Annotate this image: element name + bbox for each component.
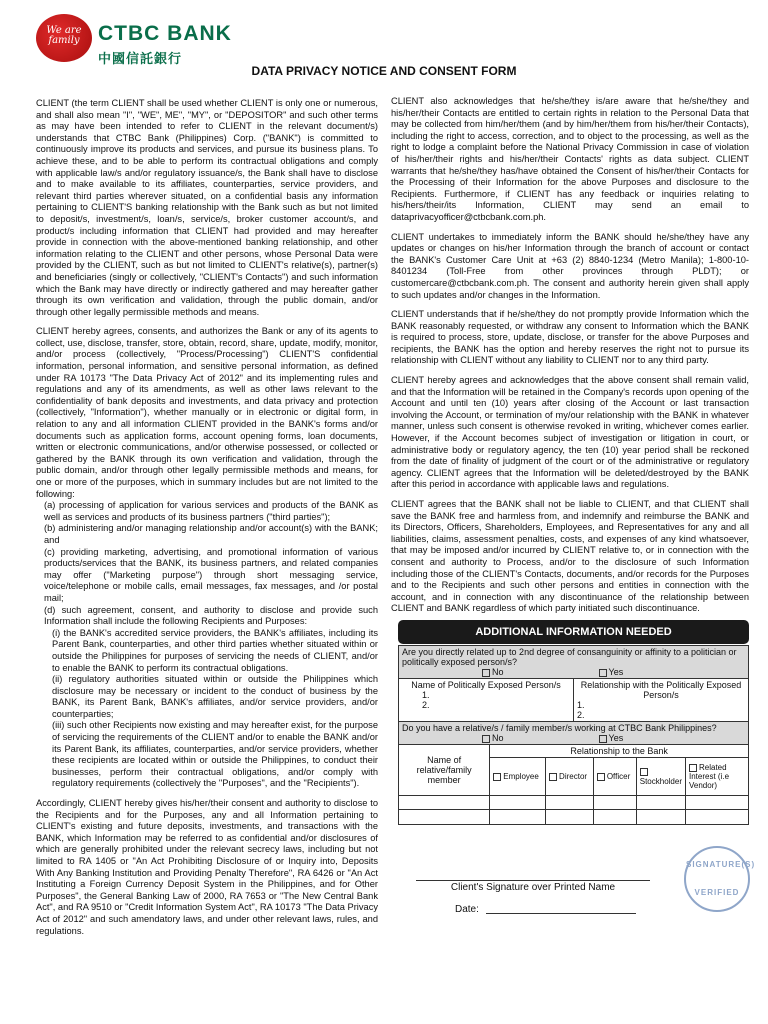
- relative-question: Do you have a relative/s / family member/s working at CTBC Bank Philippines? No Yes: [399, 722, 749, 745]
- list-item: (b) administering and/or managing relationship and/or account(s) with the BANK; and: [44, 523, 378, 545]
- list-item: (iii) such other Recipients now existing and may hereafter exist, for the purpose of servicing the requirements of the CLIENT and/or to enable the BANK and/or its Parent Bank, its affiliates, counterparties, and/or service providers, whether these recipients are located within or outside the Philippines, to conduct their businesses, perform their contractual obligations, and/or comply with regulatory requirements (collectively the "Purposes", and the "Recipients").: [52, 720, 378, 789]
- paragraph: CLIENT understands that if he/she/they do not promptly provide Information which the BANK reasonably requested, or withdraw any consent to Information which the BANK is required to process, store, update, disclose, or transfer for the above Purposes and recipients, the BANK has the option and hereby reserves the right not to pursue its relationship with CLIENT without any liability to CLIENT nor to any third party.: [391, 309, 749, 366]
- checkbox[interactable]: [549, 773, 557, 781]
- brand-name-chinese: 中國信託銀行: [98, 51, 183, 66]
- ctbc-logo-icon: We are family: [36, 14, 92, 62]
- related-interest-option[interactable]: Related Interest (i.e Vendor): [686, 758, 749, 796]
- paragraph: CLIENT agrees that the BANK shall not be liable to CLIENT, and that CLIENT shall save the BANK free and harmless from, and indemnify and reimburse the BANK and its Directors, Officers, Shareholders, Employees, and Representatives for any and all liabilities, claims, assessment penalties, costs, and expenses of any kind whatsoever, that may be imposed and/or incurred by CLIENT relative to, or in connection with the consent and authority to Process, and/or to the disclosure of such Information including those of the CLIENT's Contacts, documents, and/or records for the Purposes and to the Recipients and such other persons and entities in connection with the account, and in connection with any discontinuance of the relationship between CLIENT and BANK regardless of which party initiated such discontinuance.: [391, 499, 749, 614]
- paragraph: CLIENT hereby agrees, consents, and authorizes the Bank or any of its agents to collect, use, disclose, transfer, store, obtain, record, share, update, modify, monitor, and/or process (collectively, "Process/Processing") CLIENT'S confidential information, personal information, and sensitive personal information, as defined under RA 10173 "The Data Privacy Act of 2012" and its implementing rules and regulations and any of its amendments, as well as other laws relevant to the confidentiality of bank deposits and investments, and data privacy and protection (collectively, "Information"), whether manually or in electronic or digital form, in relation to any and all information CLIENT provided in the BANK's forms and/or documents such as application forms, account opening forms, loan documents, written or electronic communications, and/or otherwise possessed, or collected or gathered by the BANK through its own verification and validation, through the public domain, and/or through other legally permissible methods and means, for one or more of the purposes, which in summary includes but are not limited to the following:: [36, 326, 378, 499]
- signature-label: Client's Signature over Printed Name: [450, 882, 616, 893]
- checkbox[interactable]: [597, 773, 605, 781]
- additional-info-banner: ADDITIONAL INFORMATION NEEDED: [398, 620, 749, 644]
- officer-option[interactable]: Officer: [593, 758, 636, 796]
- checkbox[interactable]: [640, 768, 648, 776]
- checkbox[interactable]: [493, 773, 501, 781]
- list-item: (c) providing marketing, advertising, and promotional information of various products/services that the BANK, its business partners, and related companies may offer ("Marketing purpose") through short messaging service, voice/telephone or mobile calls, email messages, fax messages, and /or postal mail;: [44, 546, 378, 603]
- signature-verified-stamp: SIGNATURE(S) VERIFIED: [684, 846, 750, 912]
- director-option[interactable]: Director: [546, 758, 594, 796]
- signature-line[interactable]: [416, 880, 650, 881]
- date-field[interactable]: [486, 913, 636, 914]
- paragraph: Accordingly, CLIENT hereby gives his/her/their consent and authority to disclose to the Recipients and for the Purposes, any and all Information pertaining to CLIENT's existing and future deposits, investments, and transactions with the BANK, which Information may be referred to as confidential and/or disclosures of which are generally prohibited under the relevant secrecy laws, including but not limited to RA 1405 or "An Act Prohibiting Disclosure of or Inquiry into, Deposits With Any Banking Institution and Providing Penalty Therefore", RA 6426 or "An Act Instituting a Foreign Currency Deposit System in the Philippines, and for Other Purposes", the General Banking Law of 2000, RA 7653 or "The New Central Bank Act", and RA 9510 or "Credit Information System Act", RA 10173 "The Data Privacy Act of 2012" and such amendatory laws, and under other relevant laws, rules, and regulations.: [36, 798, 378, 936]
- pep-name-cell[interactable]: Name of Politically Exposed Person/s 1. 2.: [399, 679, 574, 722]
- list-item: (a) processing of application for various services and products of the BANK as well as services and products of its business partners ("third parties");: [44, 500, 378, 522]
- no-checkbox[interactable]: [482, 669, 490, 677]
- paragraph: CLIENT also acknowledges that he/she/they is/are aware that he/she/they and his/her/their Contacts are entitled to certain rights in relation to the Personal Data that may be collected from him/her/them (and by him/her/them from his/her/their Contacts), including the right to access, correction, and to object to the processing, as well as the right to lodge a complaint before the National Privacy Commission in case of violation of his/her/their rights and his/her/their Contacts' rights as data subject. CLIENT warrants that he/she/they has/have obtained the Consent of his/her/their Contacts for the Processing of their Information for the above Purposes and disclosure to the Recipients. Furthermore, if CLIENT has any feedback or inquiries relating to his/hers/their/its Information, CLIENT may send an email to dataprivacyofficer@ctbcbank.com.ph.: [391, 96, 749, 222]
- right-column: [391, 96, 749, 623]
- additional-info-form: [398, 645, 749, 825]
- paragraph: CLIENT hereby agrees and acknowledges that the above consent shall remain valid, and that the Information will be retained in the Company's records upon opening of the Account and until ten (10) years after closing of the Account or last transaction involving the Account, or termination of my/our relationship with the BANK in whatever manner, unless such consent is otherwise revoked in writing, whichever comes earlier. However, if the Account becomes subject of investigation or litigation in court, or administrative body or regulatory agency, the ten (10) year period shall be reckoned from the date of finality of judgment of the court or of the administrative or regulatory agency. CLIENT agrees that the Information will be deleted/destroyed by the BANK after this period in accordance with applicable laws and regulations.: [391, 375, 749, 490]
- pep-relationship-cell[interactable]: Relationship with the Politically Exposed Person/s 1. 2.: [574, 679, 749, 722]
- relative-table: [399, 745, 748, 824]
- paragraph: CLIENT undertakes to immediately inform the BANK should he/she/they have any updates or changes on his/her Information through the branch of account or contact the BANK's Customer Care Unit at +63 (2) 8840-1234 (Metro Manila); 1-800-10-8401234 (Toll-Free from other provinces through PLDT); or customercare@ctbcbank.com.ph. The consent and authority herein given shall apply to such updates and/or changes in the Information.: [391, 231, 749, 300]
- list-item: (ii) regulatory authorities situated within or outside the Philippines which disclosure may be necessary or incident to the conduct of business by the BANK, its Parent Bank, BANK's affiliates, and/or service providers, and/or counterparties;: [52, 674, 378, 719]
- header: [0, 0, 768, 66]
- date-label: Date:: [455, 904, 479, 915]
- page-title: DATA PRIVACY NOTICE AND CONSENT FORM: [251, 64, 517, 78]
- list-item: (i) the BANK's accredited service providers, the BANK's affiliates, including its Parent Bank, counterparties, and other third parties whether situated within or outside the Philippines for purposes of servicing the needs of CLIENT, and/or to enable the BANK to perform its contractual obligations.: [52, 627, 378, 673]
- no-checkbox[interactable]: [482, 735, 490, 743]
- stockholder-option[interactable]: Stockholder: [636, 758, 685, 796]
- paragraph: CLIENT (the term CLIENT shall be used whether CLIENT is only one or numerous, and shall also mean "I", "WE", ME", "MY", or "DEPOSITOR" and such other terms as may have been intended to refer to CLIENT in the relevant document/s) understands that CTBC Bank (Philippines) Corp. ("BANK") is committed to continuously improve its products and services, and pursue its business plans. To achieve these, and to be able to perform its contractual obligations and comply with applicable law/s and/or regulatory issuance/s, the Bank shall have to disclose and to make available to its affiliates, counterparties, service providers, and relevant third parties wherever situated, on a confidential basis any information pertaining to CLIENT'S banking relationship with the Bank such as but not limited to deposit/s, investment/s, loan/s, service/s, broker customer account/s, and product/s including information that CLIENT had provided and may hereafter provide in connection with the above-mentioned banking relationship, and other information relating to the CLIENT and other persons, whose Personal Data were provided by the CLIENT, such as but not limited to CLIENT's relative(s), partner(s) and beneficiaries (singly or collectively, "CLIENT's Contacts") and such information which the Bank may have directly or indirectly gathered and may hereafter gather through its own verification and validation, through the public domain, and/or through other legally permissible methods and means.: [36, 98, 378, 317]
- left-column: [36, 98, 378, 945]
- list-item: (d) such agreement, consent, and authority to disclose and provide such Information shall include the following Recipients and Purposes:: [44, 604, 378, 627]
- pep-question: Are you directly related up to 2nd degree of consanguinity or affinity to a politician or politically exposed person/s? No Yes: [399, 646, 749, 679]
- yes-checkbox[interactable]: [599, 735, 607, 743]
- relative-entry-cell[interactable]: [399, 810, 490, 824]
- checkbox[interactable]: [689, 764, 697, 772]
- relative-name-header: Name of relative/family member: [399, 745, 490, 796]
- brand-name: CTBC BANK: [98, 22, 232, 45]
- relative-entry-cell[interactable]: [399, 796, 490, 810]
- yes-checkbox[interactable]: [599, 669, 607, 677]
- relationship-header: Relationship to the Bank: [490, 745, 748, 758]
- employee-option[interactable]: Employee: [490, 758, 546, 796]
